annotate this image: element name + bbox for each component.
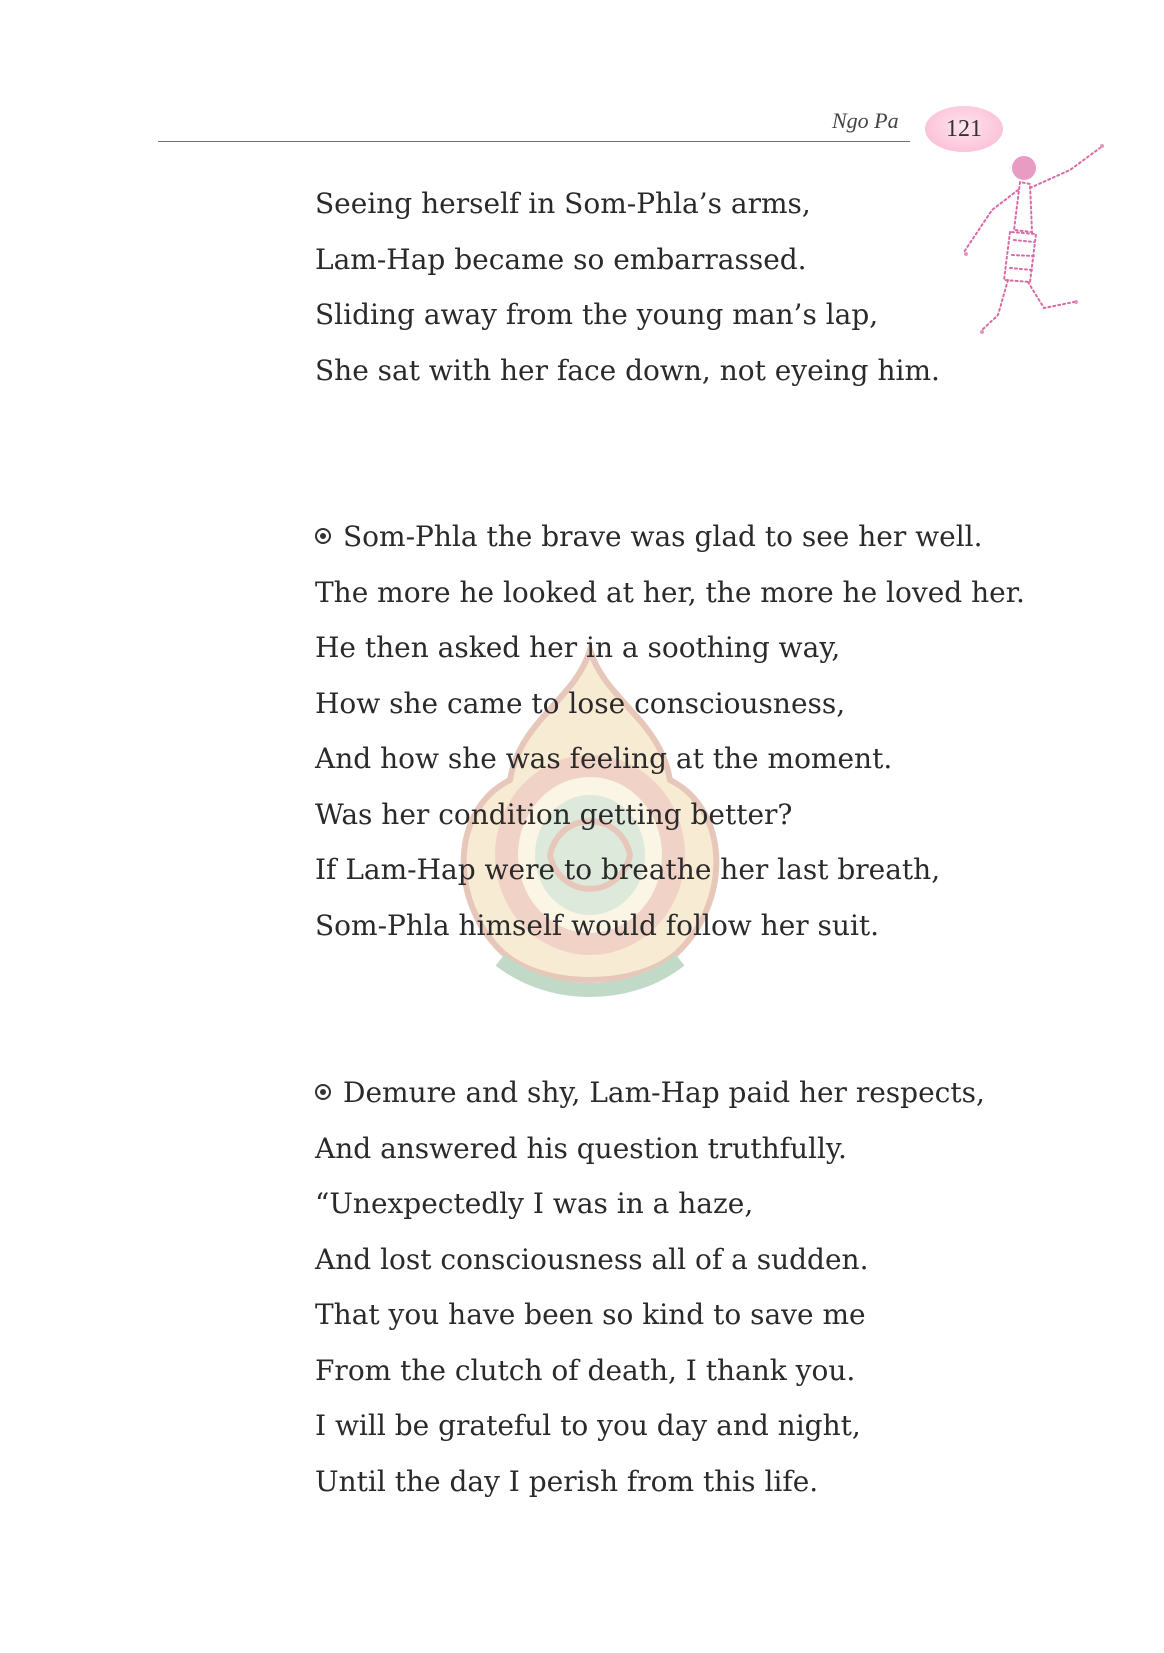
header-rule xyxy=(158,141,910,142)
poem-line: I will be grateful to you day and night, xyxy=(315,1409,861,1442)
poem-line: Sliding away from the young man’s lap, xyxy=(315,298,879,331)
poem-line: He then asked her in a soothing way, xyxy=(315,631,841,664)
page-number: 121 xyxy=(946,115,982,142)
poem-line: She sat with her face down, not eyeing him. xyxy=(315,353,940,387)
poem-line: Until the day I perish from this life. xyxy=(315,1464,819,1498)
poem-line: How she came to lose consciousness, xyxy=(315,686,846,720)
running-title: Ngo Pa xyxy=(832,108,899,133)
stanza-3 xyxy=(315,1065,985,1509)
poem-line: That you have been so kind to save me xyxy=(315,1298,866,1331)
poem-line: Lam-Hap became so embarrassed. xyxy=(315,242,807,276)
stanza-1 xyxy=(315,176,940,398)
dancer-illustration-icon xyxy=(952,140,1120,350)
poem-line: Som-Phla himself would follow her suit. xyxy=(315,908,880,942)
poem-line: The more he looked at her, the more he loved her. xyxy=(315,575,1025,609)
poem-line: Was her condition getting better? xyxy=(315,797,793,831)
poem-line: From the clutch of death, I thank you. xyxy=(315,1353,856,1387)
poem-line: And how she was feeling at the moment. xyxy=(315,742,893,775)
poem-line-text: Som-Phla the brave was glad to see her well. xyxy=(343,520,983,553)
stanza-bullet-icon xyxy=(315,1084,331,1100)
stanza-bullet-icon xyxy=(315,528,331,544)
poem-line: And answered his question truthfully. xyxy=(315,1131,847,1165)
poem-line: “Unexpectedly I was in a haze, xyxy=(315,1187,754,1220)
poem-line: Seeing herself in Som-Phla’s arms, xyxy=(315,187,811,220)
poem-line: If Lam-Hap were to breathe her last breath, xyxy=(315,853,941,886)
poem-line-text: Demure and shy, Lam-Hap paid her respects, xyxy=(343,1076,985,1109)
poem-line xyxy=(315,1065,985,1121)
poem-line: And lost consciousness all of a sudden. xyxy=(315,1242,869,1276)
poem-line xyxy=(315,509,1025,565)
stanza-2 xyxy=(315,509,1025,953)
